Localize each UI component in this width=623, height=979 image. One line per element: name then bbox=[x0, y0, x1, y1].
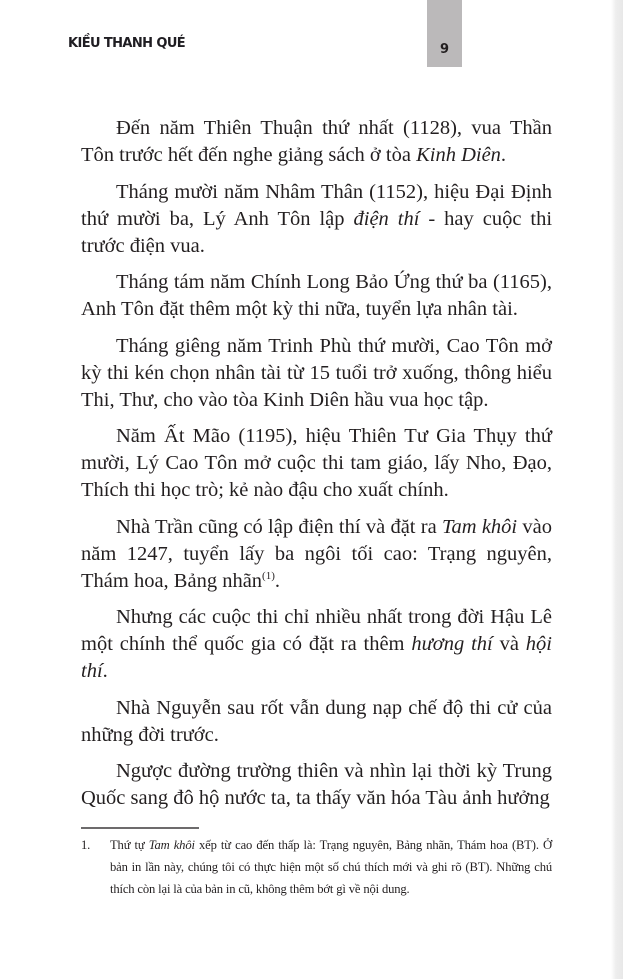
body-text bbox=[81, 115, 552, 822]
text-run: xếp từ cao đến thấp là: Trạng nguyên, Bảng nhãn, Thám hoa (BT). Ở bản in lần này, chúng tôi có thực hiện một số chú thích mới và ghi rõ (BT). Những chú thích còn lại là của bản in cũ, không thêm bớt gì về nội dung. bbox=[110, 838, 552, 896]
footnote-reference: (1) bbox=[262, 569, 275, 582]
paragraph bbox=[81, 695, 552, 749]
text-run: Ngược đường trường thiên và nhìn lại thời kỳ Trung Quốc sang đô hộ nước ta, ta thấy văn hóa Tàu ảnh hưởng bbox=[81, 760, 552, 809]
text-run: Đến năm Thiên Thuận thứ nhất (1128), vua Thần Tôn trước hết đến nghe giảng sách ở tòa bbox=[81, 117, 552, 166]
text-run: Nhà Nguyễn sau rốt vẫn dung nạp chế độ thi cử của những đời trước. bbox=[81, 696, 552, 746]
italic-term: Tam khôi bbox=[441, 515, 518, 538]
text-run: Thứ tự bbox=[110, 838, 149, 852]
text-run: Tháng tám năm Chính Long Bảo Ứng thứ ba (1165), Anh Tôn đặt thêm một kỳ thi nữa, tuyển lựa nhân tài. bbox=[81, 271, 552, 320]
italic-term: hội thí bbox=[81, 633, 552, 682]
text-run: . bbox=[274, 569, 280, 592]
paragraph bbox=[81, 333, 552, 414]
italic-term: hương thí bbox=[411, 633, 493, 655]
text-run: Nhà Trần cũng có lập điện thí và đặt ra bbox=[116, 515, 442, 538]
italic-term: Tam khôi bbox=[148, 838, 195, 852]
paragraph bbox=[81, 179, 552, 260]
footnotes bbox=[81, 834, 552, 900]
italic-term: điện thí bbox=[353, 207, 420, 230]
footnote-text bbox=[110, 834, 552, 900]
paragraph bbox=[81, 115, 552, 169]
footnote-divider bbox=[81, 827, 199, 829]
paragraph bbox=[81, 423, 552, 504]
text-run: Tháng mười năm Nhâm Thân (1152), hiệu Đại Định thứ mười ba, Lý Anh Tôn lập bbox=[81, 180, 552, 230]
running-head-author: KIỀU THANH QUÉ bbox=[68, 36, 186, 51]
text-run: . bbox=[500, 144, 507, 166]
text-run: Nhưng các cuộc thi chỉ nhiều nhất trong đời Hậu Lê một chính thể quốc gia có đặt ra thêm bbox=[81, 606, 552, 655]
text-run: - hay cuộc thi trước điện vua. bbox=[81, 207, 553, 257]
footnote-number: 1. bbox=[81, 838, 91, 852]
page-number-tab bbox=[427, 0, 462, 67]
italic-term: Kinh Diên bbox=[416, 144, 501, 166]
paragraph bbox=[81, 269, 552, 323]
paragraph bbox=[81, 604, 552, 685]
text-run: Năm Ất Mão (1195), hiệu Thiên Tư Gia Thụy thứ mười, Lý Cao Tôn mở cuộc thi tam giáo, lấy Nho, Đạo, Thích thi học trò; kẻ nào đậu cho xuất chính. bbox=[81, 425, 552, 501]
text-run: vào năm 1247, tuyển lấy ba ngôi tối cao: Trạng nguyên, Thám hoa, Bảng nhãn bbox=[81, 515, 552, 592]
page-edge-shadow bbox=[611, 0, 623, 979]
paragraph bbox=[81, 514, 552, 595]
text-run: và bbox=[492, 633, 526, 655]
text-run: Tháng giêng năm Trinh Phù thứ mười, Cao Tôn mở kỳ thi kén chọn nhân tài từ 15 tuổi trở xuống, thông hiểu Thi, Thư, cho vào tòa Kinh Diên hầu vua học tập. bbox=[81, 334, 552, 411]
paragraph bbox=[81, 758, 552, 812]
page-number: 9 bbox=[439, 42, 450, 57]
text-run: . bbox=[102, 660, 108, 682]
footnote bbox=[81, 834, 552, 900]
